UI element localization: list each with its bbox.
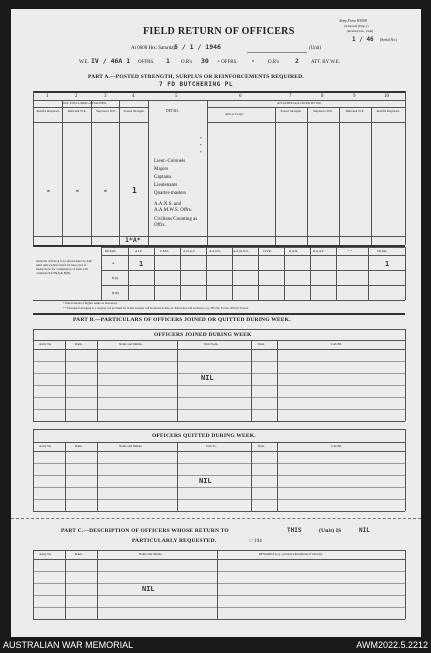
quitted-box-bottom <box>33 511 405 512</box>
analysis-header-detail: DETAIL. <box>105 249 118 253</box>
col-number-3: 3 <box>104 94 107 99</box>
value-posted-strength: 1 <box>132 186 137 195</box>
footer-credit: AUSTRALIAN WAR MEMORIAL <box>3 640 134 650</box>
header-deficient-we: Deficient W.E. <box>67 109 87 113</box>
quitted-col-4 <box>251 442 252 511</box>
analysis-header-other: * * <box>348 249 352 253</box>
joined-col-unit-from: Unit From. <box>204 342 219 346</box>
ors-label: O.R's <box>181 60 193 65</box>
col-border-8 <box>339 107 340 245</box>
army-form-adapted: (Adapted) (Page 1) <box>344 24 369 28</box>
part-c-box-bottom <box>33 619 405 620</box>
analysis-header-total: TOTAL. <box>377 249 388 253</box>
joined-row-3 <box>33 385 405 386</box>
rank-aans-aamws: A.A.N.S. and A.A.M.W.S. Offrs. <box>154 202 192 214</box>
col-number-4: 4 <box>132 94 135 99</box>
offrs-value: 1 <box>166 57 170 65</box>
joined-col-cause: CAUSE. <box>331 342 343 346</box>
we-prefix: W.E. <box>79 60 89 65</box>
footnote-higher-ranks: * Insert detail of higher ranks as necessary. <box>63 301 118 305</box>
header-reinfts-required: Rein'fts Required. <box>36 109 60 113</box>
we-excluding-attached-header: W.E. EXCLUDING ATTACHED. <box>63 101 107 105</box>
joined-box-top <box>33 329 405 330</box>
analysis-header-raaf: R.A.A.F. <box>313 249 325 253</box>
analysis-col-8 <box>310 247 311 300</box>
time-label: At 0600 Hrs. Saturday <box>131 46 176 51</box>
quitted-heading: OFFICERS QUITTED DURING WEEK. <box>152 433 256 439</box>
analysis-col-1 <box>128 247 129 300</box>
quitted-col-name: Name and Initials. <box>119 444 143 448</box>
joined-row-5 <box>33 409 405 410</box>
analysis-row-rule-1 <box>101 270 405 271</box>
offrs-label: OFFRS. <box>138 60 155 65</box>
joined-box-bottom <box>33 421 405 422</box>
total-written: 1*A* <box>125 236 141 244</box>
part-c-heading: PART C.—DESCRIPTION OF OFFICERS WHOSE RETURN TO <box>61 528 229 534</box>
analysis-col-9 <box>336 247 337 300</box>
analysis-header-top-rule <box>101 247 405 248</box>
date-value: 5 / 1 / 1946 <box>174 43 221 51</box>
quitted-col-3 <box>177 442 178 511</box>
quitted-col-rank: Rank. <box>75 444 83 448</box>
we-value: IV / 46A 1 <box>91 57 131 65</box>
joined-row-4 <box>33 397 405 398</box>
part-c-row-4 <box>33 607 405 608</box>
part-c-nil: NIL <box>142 585 155 593</box>
joined-col-rank: Rank. <box>75 342 83 346</box>
requested-date: / / 194 <box>249 539 262 544</box>
joined-col-1 <box>65 340 66 421</box>
quitted-col-army-no: Army No. <box>39 444 52 448</box>
army-form-revised: (Revised Jan., 1942) <box>347 29 374 33</box>
col-border-6 <box>275 107 276 245</box>
army-form-number: Army Form W3008 <box>339 19 367 23</box>
att-by-we-label: ATT. BY W.E. <box>311 60 341 65</box>
analysis-header-rule <box>101 255 405 256</box>
col-number-2: 2 <box>75 94 78 99</box>
serial-number-label: (Serial No.) <box>380 38 397 42</box>
joined-col-name: Name and Initials. <box>119 342 143 346</box>
star-1: * <box>200 137 202 141</box>
joined-col-army-no: Army No. <box>39 342 52 346</box>
quitted-col-2 <box>97 442 98 511</box>
header-posted-strength: Posted Strength. <box>123 109 145 113</box>
ors2-value: 2 <box>295 57 299 65</box>
analysis-aif-value: 1 <box>139 260 144 268</box>
col-border-3 <box>119 100 120 245</box>
analysis-header-aans: A.A.N.S. <box>209 249 221 253</box>
joined-nil: NIL <box>201 374 214 382</box>
part-c-this-written: THIS <box>287 527 302 534</box>
analysis-col-10 <box>368 247 369 300</box>
rank-captains: Captains <box>154 175 172 180</box>
quitted-box-top <box>33 429 405 430</box>
rank-majors: Majors <box>154 167 169 172</box>
part-b-heading: PART B.—PARTICULARS OF OFFICERS JOINED OR QUITTED DURING WEEK. <box>73 317 291 323</box>
col-number-5: 5 <box>175 94 178 99</box>
part-c-col-army-no: Army No. <box>39 552 52 556</box>
analysis-row-rule-2 <box>101 285 405 286</box>
quitted-heading-rule <box>33 442 405 443</box>
value-reinfts-required: - <box>46 186 51 195</box>
joined-col-5 <box>277 340 278 421</box>
quitted-row-3 <box>33 487 405 488</box>
analysis-col-11 <box>405 247 406 300</box>
unit-underline <box>247 52 307 53</box>
part-a-top-rule <box>33 91 405 93</box>
quitted-colhead-rule <box>33 451 405 452</box>
quitted-col-cause: CAUSE. <box>331 444 343 448</box>
joined-row-1 <box>33 361 405 362</box>
total-row-top-rule <box>33 236 405 237</box>
part-c-separator <box>11 518 421 519</box>
form-sheet <box>11 9 421 637</box>
analysis-row-a: A. <box>112 261 116 265</box>
star-3: * <box>200 151 202 155</box>
part-c-col-2 <box>97 550 98 619</box>
analysis-total-value: 1 <box>385 260 390 268</box>
unit-label: (Unit) <box>309 46 322 51</box>
right-header-bottom-rule <box>207 122 405 123</box>
ors-value: 30 <box>201 57 209 65</box>
serial-number-value: 1 / 46 <box>352 36 374 43</box>
ors2-label: O.R's <box>268 60 280 65</box>
joined-heading-rule <box>33 340 405 341</box>
part-c-nil-written: NIL <box>359 527 370 534</box>
quitted-col-date: Date. <box>258 444 265 448</box>
analysis-col-6 <box>258 247 259 300</box>
col-number-9: 9 <box>353 94 356 99</box>
star-2: * <box>200 144 202 148</box>
analysis-header-aamws: A.A.M.W.S. <box>233 249 249 253</box>
part-a-heading: PART A.—POSTED STRENGTH, SURPLUS OR REINFORCEMENTS REQUIRED. <box>88 74 304 80</box>
quitted-col-0 <box>33 429 34 511</box>
analysis-row-b1: B.(I) <box>112 276 119 280</box>
analysis-col-5 <box>232 247 233 300</box>
joined-col-date: Date. <box>258 342 265 346</box>
col-number-6: 6 <box>239 94 242 99</box>
analysis-row-b2: B.(II) <box>112 291 120 295</box>
joined-col-4 <box>251 340 252 421</box>
value-deficient-we: - <box>75 186 80 195</box>
analysis-header-cmf: C.M.F. <box>160 249 169 253</box>
header-reinfts-required-att: Rein'fts Required. <box>376 109 400 113</box>
analysis-col-4 <box>206 247 207 300</box>
quitted-nil: NIL <box>199 477 212 485</box>
rank-lieutenants: Lieutenants <box>154 183 178 188</box>
analysis-note: Analysis of Part A to be shown here by AIF. units only (when called for here.) (b) of instructions for compilation of form will complete Part B(I) & B(II). <box>36 259 93 276</box>
analysis-col-2 <box>154 247 155 300</box>
plus-offrs-label: + OFFRS. <box>217 60 238 65</box>
header-arm-or-corps: Arm or Corps. <box>225 112 244 116</box>
value-surplus-to-we: - <box>103 186 108 195</box>
quitted-col-1 <box>65 442 66 511</box>
joined-col-6 <box>405 329 406 421</box>
part-c-row-3 <box>33 595 405 596</box>
header-posted-strength-att: Posted Strength. <box>280 109 302 113</box>
col-number-7: 7 <box>289 94 292 99</box>
part-c-row-2 <box>33 583 405 584</box>
analysis-col-7 <box>284 247 285 300</box>
col-border-1 <box>62 100 63 245</box>
part-c-col-rank: Rank. <box>75 552 83 556</box>
part-c-col-1 <box>65 550 66 619</box>
we-group-rule-right <box>207 107 405 108</box>
col-border-9 <box>371 107 372 245</box>
footnote-other-category: * * Personnel belonging to a category not provided for in this analysis will be shown in this col. Particulars will be shown, e.g. 3H U.K. Forces; 2H N.Z. Forces. <box>63 306 249 310</box>
part-b-top-rule <box>33 313 405 315</box>
quitted-col-5 <box>277 442 278 511</box>
part-c-col-4 <box>405 550 406 619</box>
particularly-requested-label: PARTICULARLY REQUESTED. <box>132 538 217 544</box>
joined-col-0 <box>33 329 34 421</box>
part-c-col-remarks: REMARKS (e.g., present whereabouts if known). <box>259 552 323 556</box>
analysis-header-awas: A.W.A.S. <box>183 249 196 253</box>
col-border-5 <box>207 100 208 245</box>
col-border-4 <box>148 100 149 245</box>
col-number-1: 1 <box>46 94 49 99</box>
part-c-col-name: Name and Initials. <box>139 552 163 556</box>
header-deficient-we-att: Deficient W.E. <box>345 109 365 113</box>
analysis-col-0 <box>101 247 102 300</box>
col-number-10: 10 <box>384 94 389 99</box>
joined-row-2 <box>33 373 405 374</box>
joined-col-3 <box>177 340 178 421</box>
joined-heading: OFFICERS JOINED DURING WEEK <box>154 332 252 338</box>
rank-civilians: Civilians Counting as Offrs. <box>154 217 198 229</box>
part-c-colhead-rule <box>33 559 405 560</box>
rank-quarter-masters: Quarter-masters <box>154 191 187 196</box>
analysis-col-3 <box>180 247 181 300</box>
form-title: FIELD RETURN OF OFFICERS <box>143 26 295 37</box>
quitted-row-2 <box>33 475 405 476</box>
part-c-col-3 <box>217 550 218 619</box>
analysis-header-aif: A.I.F. <box>135 249 143 253</box>
plus-offrs-value: - <box>251 57 255 65</box>
joined-colhead-rule <box>33 349 405 350</box>
attached-allowed-header: ATTACHED ALLOWED BY W.E. <box>277 101 323 105</box>
rank-lieut-colonels: Lieut.-Colonels <box>154 159 186 164</box>
header-surplus-to-we-att: Surplus to W.E. <box>312 109 333 113</box>
col-number-8: 8 <box>321 94 324 99</box>
quitted-col-6 <box>405 429 406 511</box>
analysis-header-civil: CIVIL. <box>263 249 273 253</box>
col-border-2 <box>91 100 92 245</box>
part-c-col-0 <box>33 550 34 619</box>
detail-header: DETAIL. <box>166 109 180 113</box>
col-border-10 <box>405 91 406 245</box>
joined-col-2 <box>97 340 98 421</box>
part-c-unit-is: (Unit) IS <box>319 528 342 534</box>
col-border-7 <box>307 107 308 245</box>
unit-name-written: 7 FD BUTCHERING PL <box>159 81 234 88</box>
quitted-col-unit-to: Unit To. <box>206 444 217 448</box>
quitted-row-1 <box>33 463 405 464</box>
quitted-row-4 <box>33 499 405 500</box>
part-c-row-1 <box>33 571 405 572</box>
part-c-box-top <box>33 550 405 551</box>
analysis-header-ran: R.A.N. <box>289 249 299 253</box>
col-border-0 <box>33 91 34 245</box>
footer-accession-number: AWM2022.5.2212 <box>356 640 428 650</box>
header-surplus-to-we: Surplus to W.E. <box>95 109 116 113</box>
